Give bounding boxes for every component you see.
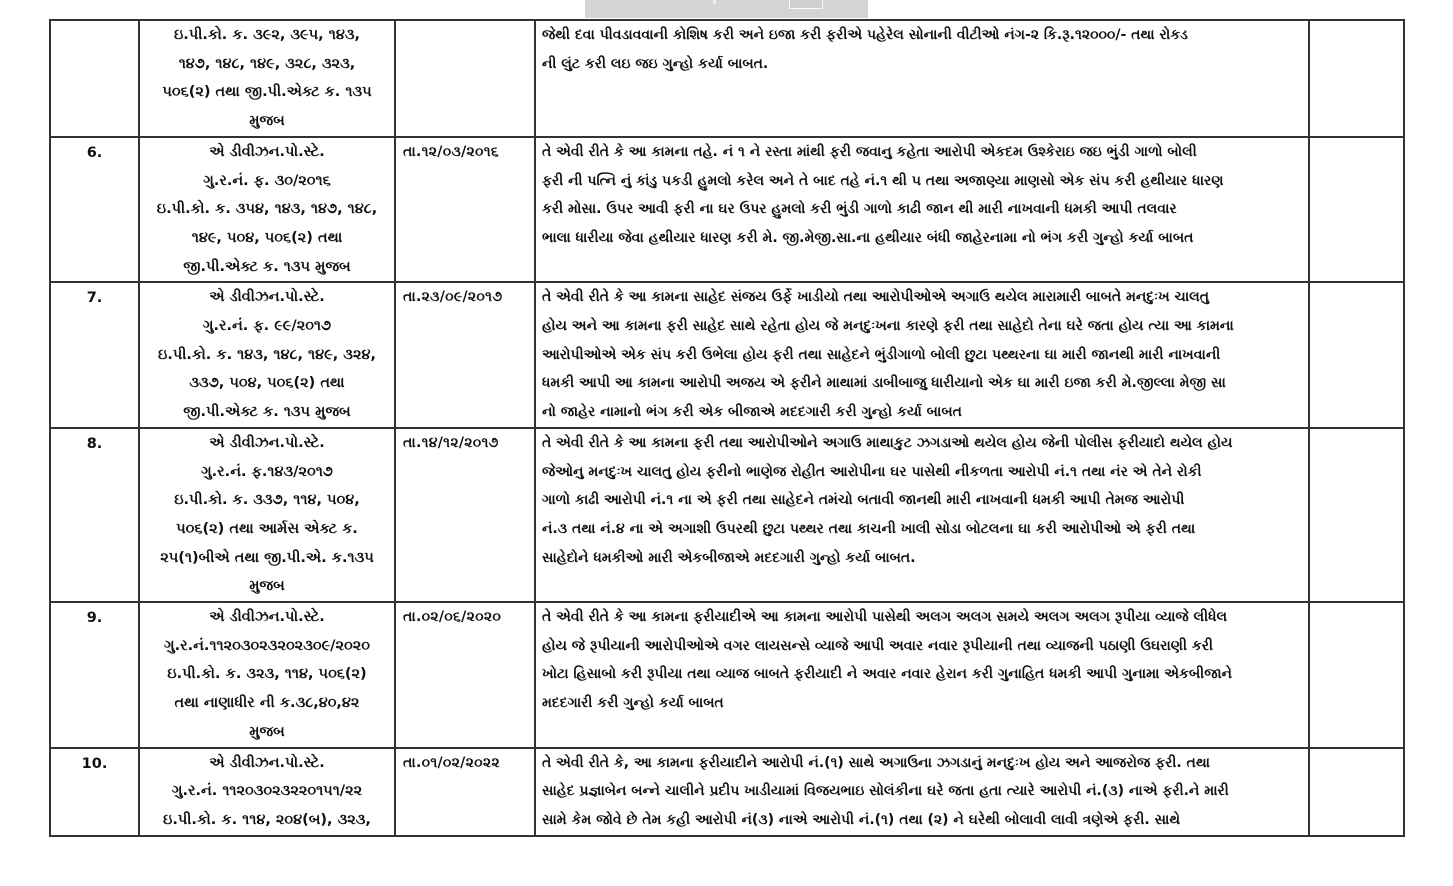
text-line: તે એવી રીતે કે આ કામના તહે. નં ૧ ને રસ્તા માંથી ફરી જવાનુ કહેતા આરોપી એકદમ ઉશ્કેરાઇ જઇ ભુંડી ગાળો બોલી	[542, 143, 1197, 160]
text-line: ફરી ની પત્નિ નું કાંડુ પકડી હુમલો કરેલ અને તે બાદ તહે નં.૧ થી ૫ તથા અજાણ્યા માણસો એક સંપ કરી હથીયાર ધારણ	[542, 172, 1224, 189]
text-line: તથા નાણાધીર ની ક.૩૮,૪૦,૪૨	[174, 695, 360, 712]
text-line: એ ડીવીઝન.પો.સ્ટે.	[209, 609, 325, 626]
text-line: હોય જે રૂપીયાની આરોપીઓએ વગર લાયસન્સે વ્યાજે આપી અવાર નવાર રૂપીયાની તથા વ્યાજની પઠાણી ઉઘરાણી કરી	[542, 637, 1213, 654]
text-line: ૫૦૬(૨) તથા જી.પી.એક્ટ ક. ૧૩૫	[162, 84, 372, 101]
case-section-cell	[139, 282, 395, 428]
text-line: ખોટા હિસાબો કરી રૂપીયા તથા વ્યાજ બાબતે ફરીયાદી ને અવાર નવાર હેરાન કરી ગુનાહિત ધમકી આપી ગુનામા એકબીજાને	[542, 666, 1232, 683]
text-line: ૧૪૭, ૧૪૮, ૧૪૯, ૩૨૮, ૩૨૩,	[178, 55, 356, 72]
text-line: ધમકી આપી આ કામના આરોપી અજય એ ફરીને માથામાં ડાબીબાજુ ધારીયાનો એક ઘા મારી ઇજા કરી મે.જીલ્લા મેજી સા	[542, 375, 1226, 392]
remarks-cell	[1309, 602, 1404, 748]
text-line: મુજબ	[249, 723, 285, 740]
text-line: તે એવી રીતે કે આ કામના ફરીયાદીએ આ કામના આરોપી પાસેથી અલગ અલગ સમયે અલગ અલગ રૂપીયા વ્યાજે લીધેલ	[542, 609, 1228, 626]
date-cell: તા.૨૩/૦૯/૨૦૧૭	[395, 282, 535, 428]
text-line: સાહેદ પ્રજ્ઞાબેન બન્ને ચાલીને પ્રદીપ ખાડીયામાં વિજયભાઇ સોલંકીના ઘરે જતા હતા ત્યારે આરોપી નં.(૩) નાએ ફરી.ને મારી	[542, 783, 1229, 800]
text-line: આરોપીઓએ એક સંપ કરી ઉભેલા હોય ફરી તથા સાહેદને ભુંડીગાળો બોલી છુટા પથ્થરના ઘા મારી જાનથી મારી નાખવાની	[542, 346, 1221, 363]
video-control-overlay	[585, 0, 868, 18]
remarks-cell	[1309, 137, 1404, 283]
description-cell	[535, 602, 1309, 748]
text-line: ૩૩૭, ૫૦૪, ૫૦૬(૨) તથા	[189, 375, 345, 392]
text-line: એ ડીવીઝન.પો.સ્ટે.	[209, 143, 325, 160]
text-line: ૨૫(૧)બીએ તથા જી.પી.એ. ક.૧૩૫	[160, 549, 374, 566]
text-line: હોય અને આ કામના ફરી સાહેદ સાથે રહેતા હોય જે મનદુઃખના કારણે ફરી તથા સાહેદો તેના ઘરે જતા હોય ત્યા આ કામના	[542, 318, 1234, 335]
text-line: ઇ.પી.કો. ક. ૩૫૪, ૧૪૩, ૧૪૭, ૧૪૮,	[156, 201, 378, 218]
case-section-cell	[139, 428, 395, 602]
description-cell	[535, 428, 1309, 602]
text-line: જેથી દવા પીવડાવવાની કોશિષ કરી અને ઇજા કરી ફરીએ પહેરેલ સોનાની વીટીઓ નંગ-૨ કિ.રૂ.૧૨૦૦૦/- તથા રોકડ	[542, 27, 1188, 43]
text-line: મદદગારી કરી ગુન્હો કર્યા બાબત	[542, 695, 724, 712]
text-line: ની લુંટ કરી લઇ જઇ ગુન્હો કર્યા બાબત.	[542, 55, 769, 72]
date-cell: તા.૦૨/૦૬/૨૦૨૦	[395, 602, 535, 748]
description-cell	[535, 748, 1309, 836]
text-line: ગુ.ર.નં. ફ. ૯૯/૨૦૧૭	[202, 318, 332, 335]
case-section-cell	[139, 602, 395, 748]
text-line: એ ડીવીઝન.પો.સ્ટે.	[209, 434, 325, 451]
date-cell: તા.૧૪/૧૨/૨૦૧૭	[395, 428, 535, 602]
date-cell	[395, 20, 535, 137]
table-row	[50, 20, 1404, 137]
text-line: નો જાહેર નામાનો ભંગ કરી એક બીજાએ મદદગારી કરી ગુન્હો કર્યા બાબત	[542, 404, 962, 421]
text-line: જી.પી.એક્ટ ક. ૧૩૫ મુજબ	[183, 404, 351, 421]
text-line: મુજબ	[249, 578, 285, 595]
table-row	[50, 282, 1404, 428]
text-line: એ ડીવીઝન.પો.સ્ટે.	[209, 289, 325, 306]
text-line: તે એવી રીતે કે, આ કામના ફરીયાદીને આરોપી નં.(૧) સાથે અગાઉના ઝગડાનું મનદુઃખ હોય અને આજરોજ ફરી. તથા	[542, 754, 1210, 771]
text-line: મુજબ	[249, 113, 285, 130]
case-records-table	[49, 19, 1405, 837]
text-line: ઇ.પી.કો. ક. ૩૯૨, ૩૯૫, ૧૪૩,	[173, 27, 360, 43]
serial-number-cell	[50, 20, 139, 137]
text-line: ૧૪૯, ૫૦૪, ૫૦૬(૨) તથા	[191, 229, 343, 246]
text-line: એ ડીવીઝન.પો.સ્ટે.	[209, 754, 325, 771]
text-line: ભાલા ધારીયા જેવા હથીયાર ધારણ કરી મે. જી.મેજી.સા.ના હથીયાર બંધી જાહેરનામા નો ભંગ કરી ગુન્હો કર્યા બાબત	[542, 229, 1194, 246]
overlay-control-tab	[789, 0, 823, 9]
text-line: નં.૩ તથા નં.૪ ના એ અગાશી ઉપરથી છુટા પથ્થર તથા કાચની ખાલી સોડા બોટલના ઘા કરી આરોપીઓ એ ફરી તથા	[542, 520, 1196, 537]
serial-number-cell: 7.	[50, 282, 139, 428]
text-line: ઇ.પી.કો. ક. ૩૩૭, ૧૧૪, ૫૦૪,	[174, 492, 360, 509]
serial-number-cell: 6.	[50, 137, 139, 283]
text-line: ઇ.પી.કો. ક. ૩૨૩, ૧૧૪, ૫૦૬(૨)	[167, 666, 367, 683]
text-line: ગુ.ર.નં. ૧૧૨૦૩૦૨૩૨૨૦૧૫૧/૨૨	[171, 783, 363, 800]
text-line: તે એવી રીતે કે આ કામના સાહેદ સંજય ઉર્ફે ખાડીયો તથા આરોપીઓએ અગાઉ થયેલ મારામારી બાબતે મનદુઃખ ચાલતુ	[542, 289, 1210, 306]
text-line: ઇ.પી.કો. ક. ૧૧૪, ૨૦૪(બ), ૩૨૩,	[163, 811, 371, 828]
text-line: ૫૦૬(૨) તથા આર્મસ એક્ટ ક.	[176, 520, 358, 537]
text-line: ગુ.ર.નં. ફ. ૩૦/૨૦૧૬	[203, 172, 331, 189]
serial-number-cell: 9.	[50, 602, 139, 748]
text-line: સાહેદોને ધમકીઓ મારી એકબીજાએ મદદગારી ગુન્હો કર્યા બાબત.	[542, 549, 916, 566]
remarks-cell	[1309, 748, 1404, 836]
description-cell	[535, 20, 1309, 137]
table-row	[50, 428, 1404, 602]
remarks-cell	[1309, 20, 1404, 137]
remarks-cell	[1309, 428, 1404, 602]
remarks-cell	[1309, 282, 1404, 428]
case-section-cell	[139, 137, 395, 283]
overlay-marker	[713, 0, 716, 4]
text-line: કરી મોસા. ઉપર આવી ફરી ના ઘર ઉપર હુમલો કરી ભુંડી ગાળો કાઢી જાન થી મારી નાખવાની ધમકી આપી તલવાર	[542, 201, 1177, 218]
case-section-cell	[139, 20, 395, 137]
table-row	[50, 137, 1404, 283]
case-section-cell	[139, 748, 395, 836]
serial-number-cell: 10.	[50, 748, 139, 836]
date-cell: તા.૦૧/૦૨/૨૦૨૨	[395, 748, 535, 836]
date-cell: તા.૧૨/૦૩/૨૦૧૬	[395, 137, 535, 283]
text-line: ગુ.ર.નં.૧૧૨૦૩૦૨૩૨૦૨૩૦૯/૨૦૨૦	[164, 637, 370, 654]
text-line: તે એવી રીતે કે આ કામના ફરી તથા આરોપીઓને અગાઉ માથાકુટ ઝગડાઓ થયેલ હોય જેની પોલીસ ફરીયાદો થયેલ હોય	[542, 434, 1233, 451]
description-cell	[535, 282, 1309, 428]
text-line: ગુ.ર.નં. ફ.૧૪૩/૨૦૧૭	[201, 463, 333, 480]
text-line: ગાળો કાઢી આરોપી નં.૧ ના એ ફરી તથા સાહેદને તમંચો બતાવી જાનથી મારી નાખવાની ધમકી આપી તેમજ આરોપી	[542, 492, 1185, 509]
table-row	[50, 602, 1404, 748]
text-line: સામે કેમ જોવે છે તેમ કહી આરોપી નં(૩) નાએ આરોપી નં.(૧) તથા (૨) ને ઘરેથી બોલાવી લાવી ત્રણેએ ફરી. સાથે	[542, 811, 1181, 828]
text-line: જેઓનુ મનદુઃખ ચાલતુ હોય ફરીનો ભાણેજ રોહીત આરોપીના ઘર પાસેથી નીકળતા આરોપી નં.૧ તથા નંર એ તેને રોકી	[542, 463, 1202, 480]
table-row	[50, 748, 1404, 836]
case-records-body	[50, 20, 1404, 836]
description-cell	[535, 137, 1309, 283]
text-line: ઇ.પી.કો. ક. ૧૪૩, ૧૪૮, ૧૪૯, ૩૨૪,	[158, 346, 376, 363]
text-line: જી.પી.એક્ટ ક. ૧૩૫ મુજબ	[183, 258, 351, 275]
serial-number-cell: 8.	[50, 428, 139, 602]
